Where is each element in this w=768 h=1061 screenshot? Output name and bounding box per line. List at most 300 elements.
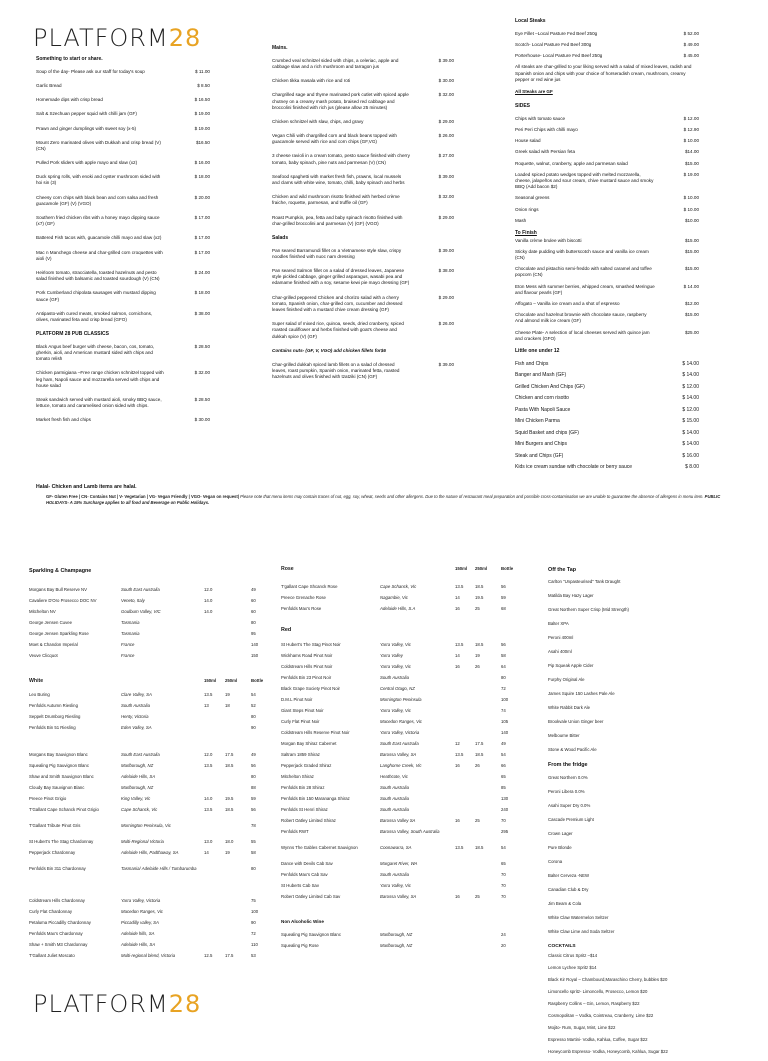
salads-list bbox=[272, 248, 454, 340]
wine-row bbox=[281, 730, 526, 741]
menu-item-price: $ 14.00 bbox=[682, 441, 699, 448]
menu-item bbox=[515, 284, 699, 296]
menu-item bbox=[515, 42, 699, 48]
drink-item: Furphy Original Ale bbox=[548, 677, 585, 683]
menu-item-name: Char-grilled dukkah spiced lamb fillets on a salad of dressed leaves, roast pumpkin, Spanish onion, marinated fetta, roasted hazelnuts and olives finished with tzatziki (CN) (GF) bbox=[272, 361, 400, 380]
menu-item-name: Chicken and corn risotto bbox=[515, 395, 569, 402]
wine-price-glass-small: 12.0 bbox=[204, 751, 213, 757]
menu-item bbox=[515, 453, 699, 460]
wine-price-bottle: 60 bbox=[251, 598, 256, 604]
wine-price-bottle: 54 bbox=[501, 844, 506, 850]
menu-item bbox=[515, 418, 699, 425]
wine-column-left bbox=[29, 568, 274, 969]
wine-name: Mitchelton Shiraz bbox=[281, 773, 314, 779]
menu-item-name: Roast Pumpkin, pea, fetta and baby spinach risotto finished with char-grilled broccolini and parmesan (V) (GF) (VGO) bbox=[272, 214, 403, 226]
wine-name: Penfolds Max's Rose bbox=[281, 606, 322, 612]
wine-price-bottle: 110 bbox=[251, 941, 258, 947]
wine-name: Penfolds St Henri Shiraz bbox=[281, 806, 328, 812]
menu-item bbox=[36, 215, 210, 227]
menu-item-price: $ 30.00 bbox=[438, 78, 454, 84]
menu-item bbox=[515, 372, 699, 379]
rose-list bbox=[281, 584, 526, 617]
wine-price-bottle: 64 bbox=[501, 663, 506, 669]
wine-row bbox=[29, 796, 274, 807]
menu-item-price: $ 10.00 bbox=[683, 195, 699, 201]
wine-price-glass-small: 14 bbox=[204, 849, 209, 855]
menu-item-name: Porterhouse- Local Pasture Fed Beef 250g bbox=[515, 53, 603, 59]
wine-name: T'gallant Cape Shcanck Rose bbox=[281, 584, 338, 590]
wine-name: Penfolds Bin 28 Shiraz bbox=[281, 784, 325, 790]
wine-price-glass-large: 19.5 bbox=[225, 795, 234, 801]
menu-item-name: Soup of the day- Please ask our staff for today's soup bbox=[36, 68, 145, 74]
menu-item-price: $15.00 bbox=[684, 266, 699, 272]
wine-row bbox=[281, 752, 526, 763]
menu-item-name: Duck spring rolls, with enoki and oyster mushroom sided with hoi sin (3) bbox=[36, 174, 161, 186]
menu-item-price: $ 49.00 bbox=[683, 41, 699, 47]
wine-price-glass-small: 12.0 bbox=[204, 587, 213, 593]
col-header-glass-large: 250ml bbox=[475, 566, 488, 571]
wine-price-bottle: 20 bbox=[501, 943, 506, 949]
menu-item-price: $15.00 bbox=[684, 160, 699, 166]
menu-item bbox=[36, 140, 210, 152]
menu-item-name: Squid Basket and chips (GF) bbox=[515, 429, 579, 436]
wine-price-glass-large: 18.0 bbox=[225, 838, 234, 844]
wine-price-glass-large: 18.5 bbox=[225, 762, 234, 768]
menu-item bbox=[36, 311, 210, 323]
wine-name: Seppelt Drumborg Riesling bbox=[29, 713, 81, 719]
wine-name: St Huberts Cab Sav bbox=[281, 882, 319, 888]
wine-name: Petaluma Piccadilly Chardonnay bbox=[29, 919, 91, 925]
wine-price-bottle: 56 bbox=[501, 641, 506, 647]
wine-name: Leo Buring bbox=[29, 691, 50, 697]
drink-item: Classic Citrus Spritz –$14 bbox=[548, 952, 598, 958]
menu-item-price: $ 18.00 bbox=[194, 174, 210, 180]
wine-row bbox=[281, 894, 526, 905]
wine-price-bottle: 53 bbox=[251, 952, 256, 958]
wine-region: King Valley, Vic bbox=[121, 795, 151, 801]
menu-item bbox=[36, 174, 210, 186]
menu-item-name: Chicken and wild mushroom risotto finished with herbed crème fraiche, roquette, parmesan, and truffle oil (GF) bbox=[272, 194, 400, 206]
wine-price-glass-large: 18.5 bbox=[475, 751, 484, 757]
wine-row bbox=[281, 697, 526, 708]
wine-name: Cavaliere D'Oro Prosecco DOC NV bbox=[29, 598, 97, 604]
wine-region: Veneto, Italy bbox=[121, 598, 145, 604]
menu-item-price: $ 8.00 bbox=[685, 464, 699, 471]
wine-row bbox=[29, 785, 274, 796]
steaks-list bbox=[515, 31, 699, 60]
wine-price-glass-small: 13 bbox=[204, 702, 209, 708]
menu-item bbox=[515, 31, 699, 37]
wine-price-glass-large: 25 bbox=[475, 606, 480, 612]
menu-item-name: Seafood spaghetti with market fresh fish, prawns, local mussels and clams with white wine, tomato, chilli, baby spinach and herbs bbox=[272, 173, 405, 185]
wine-row bbox=[29, 763, 274, 774]
menu-item-name: Super salad of mixed rice, quinoa, seeds, dried cranberry, spiced roasted cauliflower and herbs finished with goat's cheese and dukkah spice (V) (GF) bbox=[272, 321, 404, 339]
wine-price-glass-small: 16 bbox=[455, 663, 460, 669]
menu-item-name: Chips with tomato sauce bbox=[515, 115, 566, 121]
wine-row bbox=[29, 598, 274, 609]
wine-name: Giant Steps Pinot Noir bbox=[281, 707, 324, 713]
menu-item-name: Eye Fillet –Local Pasture Fed Beef 250g bbox=[515, 30, 598, 36]
menu-item-price: $ 14.00 bbox=[683, 283, 699, 289]
menu-item bbox=[36, 370, 210, 389]
drink-item: White Rabbit Dark Ale bbox=[548, 705, 591, 711]
wine-price-bottle: 58 bbox=[251, 849, 256, 855]
wine-row bbox=[29, 631, 274, 642]
fridge-heading: From the fridge bbox=[548, 762, 588, 769]
wine-price-glass-small: 12.5 bbox=[204, 952, 213, 958]
drink-item: Peroni Libera 0.0% bbox=[548, 788, 585, 794]
wine-price-glass-small: 14.0 bbox=[204, 598, 213, 604]
menu-item-name: Crumbed veal schnitzel sided with chips, a celeriac, apple and cabbage slaw and a rich mushroom and tarragon jus bbox=[272, 57, 399, 69]
wine-price-bottle: 56 bbox=[251, 806, 256, 812]
menu-item-price: $ 16.00 bbox=[194, 160, 210, 166]
menu-item bbox=[272, 268, 454, 287]
wine-region: Yarra Valley, Vic bbox=[380, 663, 411, 669]
wine-region: Adelaide Hills, Padthaway, SA bbox=[121, 849, 179, 855]
menu-item bbox=[515, 266, 699, 278]
menu-item bbox=[272, 295, 454, 314]
menu-item-price: $15.00 bbox=[684, 237, 699, 243]
wine-row bbox=[29, 714, 274, 725]
wine-price-bottle: 68 bbox=[501, 606, 506, 612]
menu-item bbox=[272, 153, 454, 165]
logo-text: PLATFORM bbox=[33, 24, 169, 52]
menu-item-price: $10.00 bbox=[684, 217, 699, 223]
menu-item bbox=[36, 344, 210, 363]
wine-name: Coldstream Hills Pinot Noir bbox=[281, 663, 333, 669]
menu-item bbox=[515, 301, 699, 307]
white-list-sauv bbox=[29, 752, 274, 882]
steaks-gf-note: All Steaks are GF bbox=[515, 88, 553, 94]
wine-region: South Australia bbox=[380, 871, 409, 877]
wine-price-bottle: 72 bbox=[501, 685, 506, 691]
wine-row bbox=[29, 898, 274, 909]
menu-item-name: Scotch- Local Pasture Fed Beef 300g bbox=[515, 41, 592, 47]
wine-name: Morgans Bay Sauvignon Blanc bbox=[29, 751, 88, 757]
wine-price-glass-small: 16 bbox=[455, 893, 460, 899]
menu-item bbox=[515, 238, 699, 244]
menu-item bbox=[272, 174, 454, 186]
wine-price-bottle: 90 bbox=[251, 919, 256, 925]
wine-row bbox=[29, 725, 274, 736]
menu-item bbox=[36, 126, 210, 132]
sparkling-heading: Sparkling & Champagne bbox=[29, 568, 92, 574]
logo-number: 28 bbox=[168, 24, 202, 52]
menu-item-name: Garlic Bread bbox=[36, 82, 62, 88]
drink-item: Mojito- Rum, Sugar, Mint, Lime $22 bbox=[548, 1024, 616, 1030]
wine-price-glass-large: 17.5 bbox=[475, 740, 484, 746]
wine-region: South Australia bbox=[121, 702, 150, 708]
menu-item-name: Chocolate and pistachio semi-freddo with salted caramel and toffee popcorn (CN) bbox=[515, 266, 652, 278]
logo-number: 28 bbox=[168, 990, 202, 1018]
menu-item-name: Kids ice cream sundae with chocolate or berry sauce bbox=[515, 464, 633, 471]
menu-item bbox=[515, 249, 699, 261]
wine-name: Shaw + Smith M3 Chardonnay bbox=[29, 941, 88, 947]
menu-item-name: Eton Mess with summer berries, whipped cream, smashed Meringue and flavour pearls (GF) bbox=[515, 283, 655, 295]
menu-item bbox=[515, 430, 699, 437]
menu-item-price: $ 19.00 bbox=[194, 125, 210, 131]
wine-name: Morgans Bay Bull Reserve NV bbox=[29, 587, 88, 593]
wine-price-glass-large: 19 bbox=[475, 652, 480, 658]
wine-row bbox=[281, 845, 526, 861]
wine-name: Squealing Pig Rose bbox=[281, 943, 319, 949]
wine-price-glass-large: 26 bbox=[475, 762, 480, 768]
wine-row bbox=[29, 642, 274, 653]
wine-price-bottle: 65 bbox=[501, 860, 506, 866]
drink-item: Great Northern Super Crisp (Mid Strength) bbox=[548, 607, 629, 613]
drink-item: Espresso Martini- Vodka, Kahlua, Coffee, Sugar $22 bbox=[548, 1036, 648, 1042]
wine-row bbox=[281, 584, 526, 595]
menu-item-price: $ 14.00 bbox=[682, 429, 699, 436]
wine-price-glass-large: 19 bbox=[225, 849, 230, 855]
menu-item-name: Vegan Chili with chargrilled corn and black beans topped with guacamole served with rice and corn chips (GF,VG) bbox=[272, 133, 397, 145]
wine-name: Dance with Devils Cab Sav bbox=[281, 860, 333, 866]
wine-row bbox=[29, 609, 274, 620]
wine-price-bottle: 105 bbox=[501, 718, 509, 724]
wine-price-glass-small: 13.5 bbox=[204, 762, 213, 768]
wine-price-bottle: 52 bbox=[251, 702, 256, 708]
wine-region: Adelaide Hills, S.A bbox=[380, 606, 416, 612]
menu-item-name: Antipasto-with cured meats, smoked salmon, cornichons, olives, marinated feta and crisp bread (GFO) bbox=[36, 310, 153, 322]
menu-item-name: Char-grilled peppered Chicken and chorizo salad with a cherry tomato, Spanish onion, char-grilled corn, cucumber and dressed leaves finished with a mustard chive cream dressing (GF) bbox=[272, 294, 403, 312]
wine-price-glass-large: 17.5 bbox=[225, 952, 234, 958]
menu-item-price: $ 27.00 bbox=[438, 153, 454, 159]
drink-item: Jim Beam & Cola bbox=[548, 900, 582, 906]
rose-header-row bbox=[281, 566, 526, 572]
menu-item-name: Mount Zero marinated olives with Dukkah and crisp bread (V) (CN) bbox=[36, 139, 161, 151]
wine-price-glass-small: 14.0 bbox=[204, 795, 213, 801]
wine-row bbox=[281, 774, 526, 785]
halal-note: Halal- Chicken and Lamb items are halal. bbox=[36, 484, 137, 490]
drink-item: Stone & Wood Pacific Ale bbox=[548, 747, 597, 753]
menu-item-name: Pasta With Napoli Sauce bbox=[515, 406, 571, 413]
wine-region: Coonawarra, SA bbox=[380, 844, 412, 850]
wine-region: Margaret River, WA bbox=[380, 860, 418, 866]
wine-region: Yarra Valley bbox=[380, 652, 403, 658]
col-header-bottle: Bottle bbox=[501, 566, 514, 571]
menu-item-name: Market fresh fish and chips bbox=[36, 417, 91, 423]
wine-price-bottle: 70 bbox=[501, 871, 506, 877]
wine-row bbox=[281, 642, 526, 653]
drink-item: Cosmopolitan – Vodka, Cointreau, Cranberry, Lime $22 bbox=[548, 1012, 654, 1018]
mains-column bbox=[272, 45, 454, 389]
wine-price-bottle: 58 bbox=[501, 652, 506, 658]
drink-item: Pure Blonde bbox=[548, 844, 572, 850]
menu-item-price: $16.50 bbox=[195, 139, 210, 145]
wine-region: South Australia bbox=[380, 806, 409, 812]
menu-item-price: $ 52.00 bbox=[683, 30, 699, 36]
classics-list bbox=[36, 344, 210, 424]
wine-region: Barossa Valley, SA bbox=[380, 893, 417, 899]
menu-item-name: Pulled Pork sliders with apple mayo and slaw (x2) bbox=[36, 160, 138, 166]
wine-region: Yarra Valley, Vic bbox=[380, 882, 411, 888]
menu-item bbox=[272, 133, 454, 145]
wine-price-glass-small: 14.0 bbox=[204, 609, 213, 615]
drink-item: Lemon Lychee Spritz $14 bbox=[548, 964, 597, 970]
menu-item bbox=[36, 97, 210, 103]
wine-price-glass-small: 14 bbox=[455, 652, 460, 658]
wine-region: South East Australia bbox=[380, 740, 419, 746]
wine-price-bottle: 54 bbox=[501, 751, 506, 757]
wine-price-bottle: 74 bbox=[501, 707, 506, 713]
wine-row bbox=[281, 932, 526, 943]
drink-item: Asahi 400ml bbox=[548, 649, 572, 655]
menu-item-price: $14.00 bbox=[684, 149, 699, 155]
wine-price-bottle: 140 bbox=[501, 729, 509, 735]
menu-item bbox=[515, 407, 699, 414]
menu-item bbox=[272, 248, 454, 260]
wine-region: Adelaide hills, SA bbox=[121, 930, 155, 936]
menu-item-name: Chargrilled sage and thyme marinated pork cutlet with spiced apple chutney on a creamy mash potato, braised red cabbage and broccolini finished with rich jus (please allow 25 minutes) bbox=[272, 92, 409, 110]
wine-row bbox=[281, 829, 526, 845]
wine-name: Wynns The Gables Cabernet Sauvignon bbox=[281, 844, 358, 850]
menu-item-name: Cheese Plate- A selection of local cheeses served with quince jam and crackers (GFO) bbox=[515, 329, 650, 341]
drink-item: Corona bbox=[548, 858, 563, 864]
menu-item-name: Pork Cumberland chipolata sausages with mustard dipping sauce (GF) bbox=[36, 290, 156, 302]
menu-item-name: Chocolate and hazelnut brownie with chocolate sauce, raspberry And almond milk ice cream (GF) bbox=[515, 312, 647, 324]
menu-item-price: $ 14.00 bbox=[682, 360, 699, 367]
wine-name: Robert Oatley Limited Shiraz bbox=[281, 817, 336, 823]
col-header-glass-small: 150ml bbox=[204, 678, 217, 684]
desserts-list bbox=[515, 238, 699, 342]
menu-item bbox=[272, 321, 454, 340]
wine-row bbox=[29, 909, 274, 920]
wine-name: Penfolds Bin 150 Marananga Shiraz bbox=[281, 795, 350, 801]
steaks-sides-column bbox=[515, 18, 699, 476]
drink-item: Great Northern 0.0% bbox=[548, 774, 588, 780]
wine-region: Henty, Victoria bbox=[121, 713, 149, 719]
wine-region: Barossa Valley, South Australia bbox=[380, 828, 440, 834]
drink-item: Matilda Bay Hazy Lager bbox=[548, 593, 594, 599]
wine-row bbox=[29, 953, 274, 969]
menu-item-price: $ 14.00 bbox=[682, 395, 699, 402]
menu-item-name: Chicken schnitzel with slaw, chips, and gravy bbox=[272, 118, 364, 124]
wine-row bbox=[281, 708, 526, 719]
wine-row bbox=[29, 807, 274, 823]
menu-item-price: $ 32.00 bbox=[438, 194, 454, 200]
wine-price-bottle: 59 bbox=[251, 795, 256, 801]
drink-item: Carlton "Unpasteurised" Tank Draught bbox=[548, 579, 621, 585]
menu-item-name: Loaded spiced potato wedges topped with melted mozzarella, cheese, jalapeños and sour cream, chive mustard sauce and smoky BBQ (Add bacon $2) bbox=[515, 171, 654, 190]
menu-item-name: 3 cheese ravioli in a cream tomato, pesto sauce finished with cherry tomato, baby spinach, pine nuts and parmesan (V) (CN) bbox=[272, 153, 410, 165]
wine-region: Adelaide Hills, SA bbox=[121, 941, 156, 947]
wine-region: Yarra Valley, Victoria bbox=[380, 729, 420, 735]
wine-price-glass-small: 13.0 bbox=[204, 838, 213, 844]
wine-price-glass-small: 16 bbox=[455, 762, 460, 768]
menu-item-price: $ 20.00 bbox=[194, 194, 210, 200]
menu-item bbox=[272, 362, 454, 381]
menu-item bbox=[36, 195, 210, 207]
wine-price-bottle: 100 bbox=[251, 908, 259, 914]
white-list-chard bbox=[29, 898, 274, 969]
wine-price-bottle: 130 bbox=[501, 795, 509, 801]
menu-item bbox=[36, 111, 210, 117]
menu-item bbox=[36, 69, 210, 75]
wine-row bbox=[29, 839, 274, 850]
col-header-glass-small: 150ml bbox=[455, 566, 468, 571]
wine-region: Multi-Regional Victoria bbox=[121, 838, 164, 844]
cocktails-heading: COCKTAILS bbox=[548, 943, 576, 949]
wine-region: Yarra Valley, Victoria bbox=[121, 897, 161, 903]
wine-name: Preece Grenache Rose bbox=[281, 595, 326, 601]
tap-list bbox=[548, 579, 718, 761]
menu-item bbox=[515, 384, 699, 391]
wine-name: Morgan Bay Shiraz Cabernet bbox=[281, 740, 337, 746]
wine-row bbox=[281, 818, 526, 829]
wine-region: Marlborough, NZ bbox=[121, 762, 154, 768]
menu-item-price: $ 12.00 bbox=[682, 383, 699, 390]
wine-price-bottle: 49 bbox=[251, 587, 256, 593]
wine-price-glass-large: 25 bbox=[475, 893, 480, 899]
rose-heading: Rose bbox=[281, 566, 294, 572]
wine-row bbox=[29, 703, 274, 714]
wine-row bbox=[281, 741, 526, 752]
nonalc-list bbox=[281, 932, 526, 954]
wine-region: Cape Schanck, Vic bbox=[380, 584, 417, 590]
menu-item-price: $ 32.00 bbox=[438, 92, 454, 98]
menu-item-price: $ 29.00 bbox=[438, 294, 454, 300]
menu-item-name: Banger and Mash (GF) bbox=[515, 372, 567, 379]
wine-price-glass-small: 16 bbox=[455, 606, 460, 612]
wine-price-glass-small: 14 bbox=[455, 595, 460, 601]
drink-item: Raspberry Collins – Gin, Lemon, Raspberry $22 bbox=[548, 1000, 640, 1006]
white-heading: White bbox=[29, 678, 44, 685]
menu-item bbox=[272, 215, 454, 227]
menu-item-price: $ 16.50 bbox=[194, 97, 210, 103]
wine-region: South Australia bbox=[380, 784, 409, 790]
drink-item: Black Kir Royal – Chambourd,Maraschino Cherry, bubbles $20 bbox=[548, 976, 668, 982]
menu-item bbox=[515, 218, 699, 224]
wine-name: Penfolds Bin 51 Riesling bbox=[29, 724, 76, 730]
menu-item-name: Heirloom tomato, stracciatella, toasted hazelnuts and pesto salad finished with balsamic and toasted sourdough (V) (CN) bbox=[36, 269, 160, 282]
wine-row bbox=[281, 883, 526, 894]
menu-item-price: $ 45.00 bbox=[683, 53, 699, 59]
starters-heading: Something to start or share. bbox=[36, 56, 103, 62]
wine-row bbox=[29, 866, 274, 882]
sparkling-list bbox=[29, 587, 274, 664]
drink-item: Asahi Super Dry 0.0% bbox=[548, 802, 591, 808]
legend-codes: GF- Gluten Free | CN- Contains Nut | V- Vegetarian | VG- Vegan Friendly | VGO- Vegan on request| bbox=[46, 494, 239, 499]
wine-region: Mornington Peninsula, Vic bbox=[121, 822, 171, 828]
menu-item-price: $ 28.50 bbox=[194, 396, 210, 402]
wine-price-glass-small: 12 bbox=[455, 740, 460, 746]
menu-item-price: $ 17.00 bbox=[194, 249, 210, 255]
wine-price-bottle: 56 bbox=[251, 762, 256, 768]
menu-item bbox=[515, 195, 699, 201]
wine-price-bottle: 70 bbox=[501, 882, 506, 888]
drink-item: Balter Cerveza -NEW bbox=[548, 872, 590, 878]
menu-item-name: Cheesy corn chips with black bean and corn salsa and fresh guacamole (GF) (V) (VGO) bbox=[36, 194, 159, 206]
menu-item-name: Pan seared Salmon fillet on a salad of dressed leaves, Japanese style pickled cabbage, ginger grilled asparagus, wasabi pea and edamame finished with a soy, sesame kewi pie mayo dressing (GF) bbox=[272, 268, 410, 286]
menu-item-price: $ 39.00 bbox=[438, 173, 454, 179]
menu-item bbox=[515, 149, 699, 155]
salads-note: Contains nuts- (GF, V, VGO) add chicken fillets for$6 bbox=[272, 347, 386, 353]
menu-item bbox=[515, 361, 699, 368]
wine-region: France bbox=[121, 642, 135, 648]
menu-item-name: Onion rings bbox=[515, 206, 539, 212]
wine-name: Saltram 1859 Shiraz bbox=[281, 751, 320, 757]
wine-price-bottle: 56 bbox=[501, 584, 506, 590]
wine-row bbox=[29, 931, 274, 942]
wine-region: Multi-regional blend, Victoria bbox=[121, 952, 176, 958]
menu-item-price: $ 29.00 bbox=[438, 214, 454, 220]
drink-item: Limoncello spritz- Limoncello, Prosecco, Lemon $20 bbox=[548, 988, 648, 994]
menu-item-name: Black Angus beef burger with cheese, bacon, cos, tomato, gherkin, aioli, and American mustard sided with chips and tomato relish bbox=[36, 343, 155, 362]
menu-item-price: $ 17.00 bbox=[194, 215, 210, 220]
menu-item bbox=[36, 397, 210, 409]
wine-price-bottle: 75 bbox=[251, 897, 256, 903]
menu-item bbox=[515, 441, 699, 448]
